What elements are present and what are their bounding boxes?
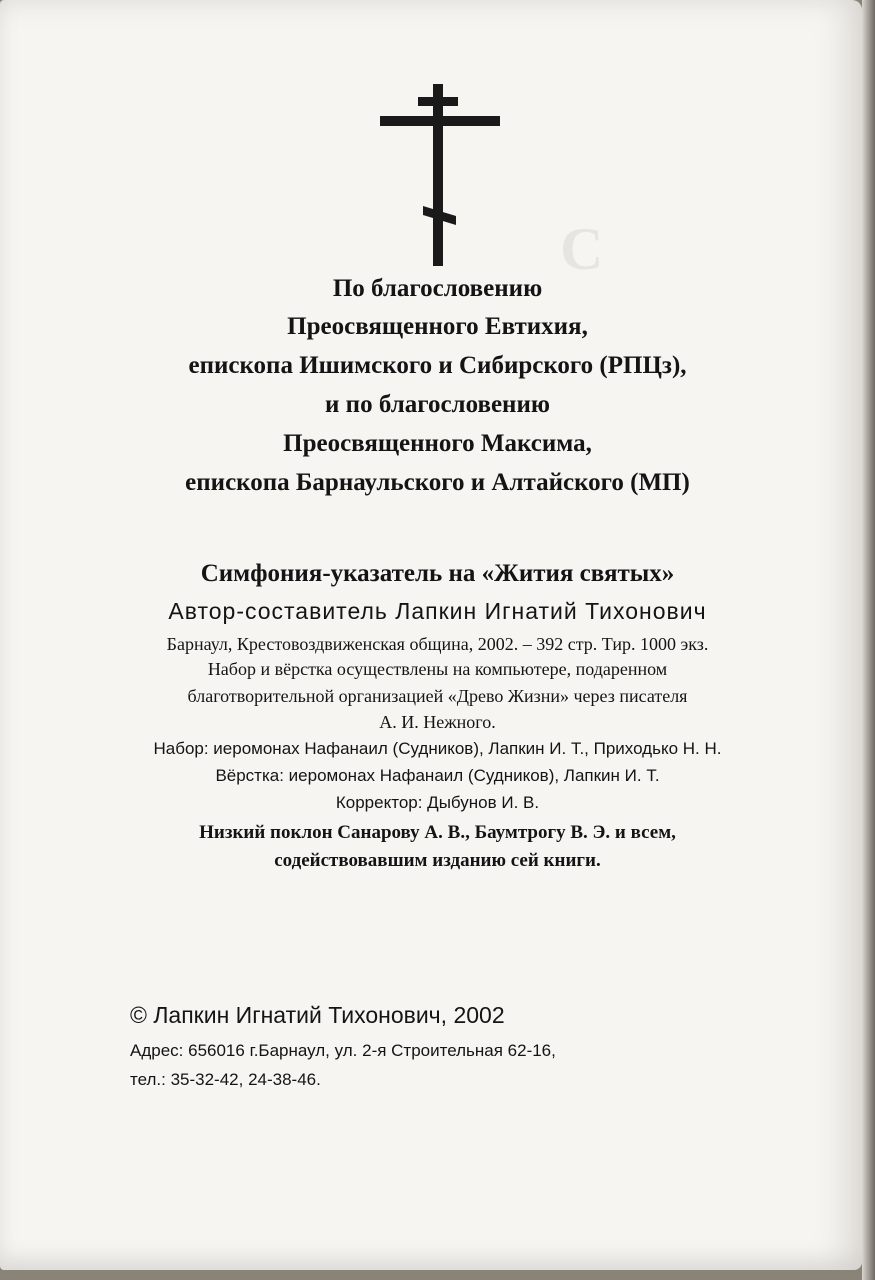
thanks-line: содействовавшим изданию сей книги. [274,850,601,871]
book-author: Автор-составитель Лапкин Игнатий Тихонович [168,598,707,624]
blessing-line: епископа Ишимского и Сибирского (РПЦз), [188,352,687,379]
credits-typing: Набор: иеромонах Нафанаил (Судников), Лапкин И. Т., Приходько Н. Н. [153,739,722,758]
typesetting-note-line: Набор и вёрстка осуществлены на компьютере, подаренном [207,659,668,679]
blessing-line: Преосвященного Максима, [283,430,592,457]
publication-info: Барнаул, Крестовоздвиженская община, 2002. – 392 стр. Тир. 1000 экз. [166,634,709,654]
typesetting-note-line: благотворительной организацией «Древо Жизни» через писателя [187,686,688,706]
blessing-line: По благословению [332,275,543,302]
blessing-line: епископа Барнаульского и Алтайского (МП) [185,469,690,496]
credits-proofreader: Корректор: Дыбунов И. В. [335,793,540,812]
show-through-text: С [560,216,604,282]
blessing-line: Преосвященного Евтихия, [287,313,588,340]
book-title: Симфония-указатель на «Жития святых» [200,560,675,587]
copyright-notice: © Лапкин Игнатий Тихонович, 2002 [130,1002,505,1028]
typesetting-note-line: А. И. Нежного. [379,712,496,732]
blessing-line: и по благословению [325,391,550,418]
phone: тел.: 35-32-42, 24-38-46. [130,1070,321,1089]
address: Адрес: 656016 г.Барнаул, ул. 2-я Строительная 62-16, [130,1041,556,1060]
orthodox-cross-icon [378,84,502,266]
thanks-line: Низкий поклон Санарову А. В., Баумтрогу В. Э. и всем, [199,822,676,843]
credits-layout: Вёрстка: иеромонах Нафанаил (Судников), Лапкин И. Т. [215,766,660,785]
